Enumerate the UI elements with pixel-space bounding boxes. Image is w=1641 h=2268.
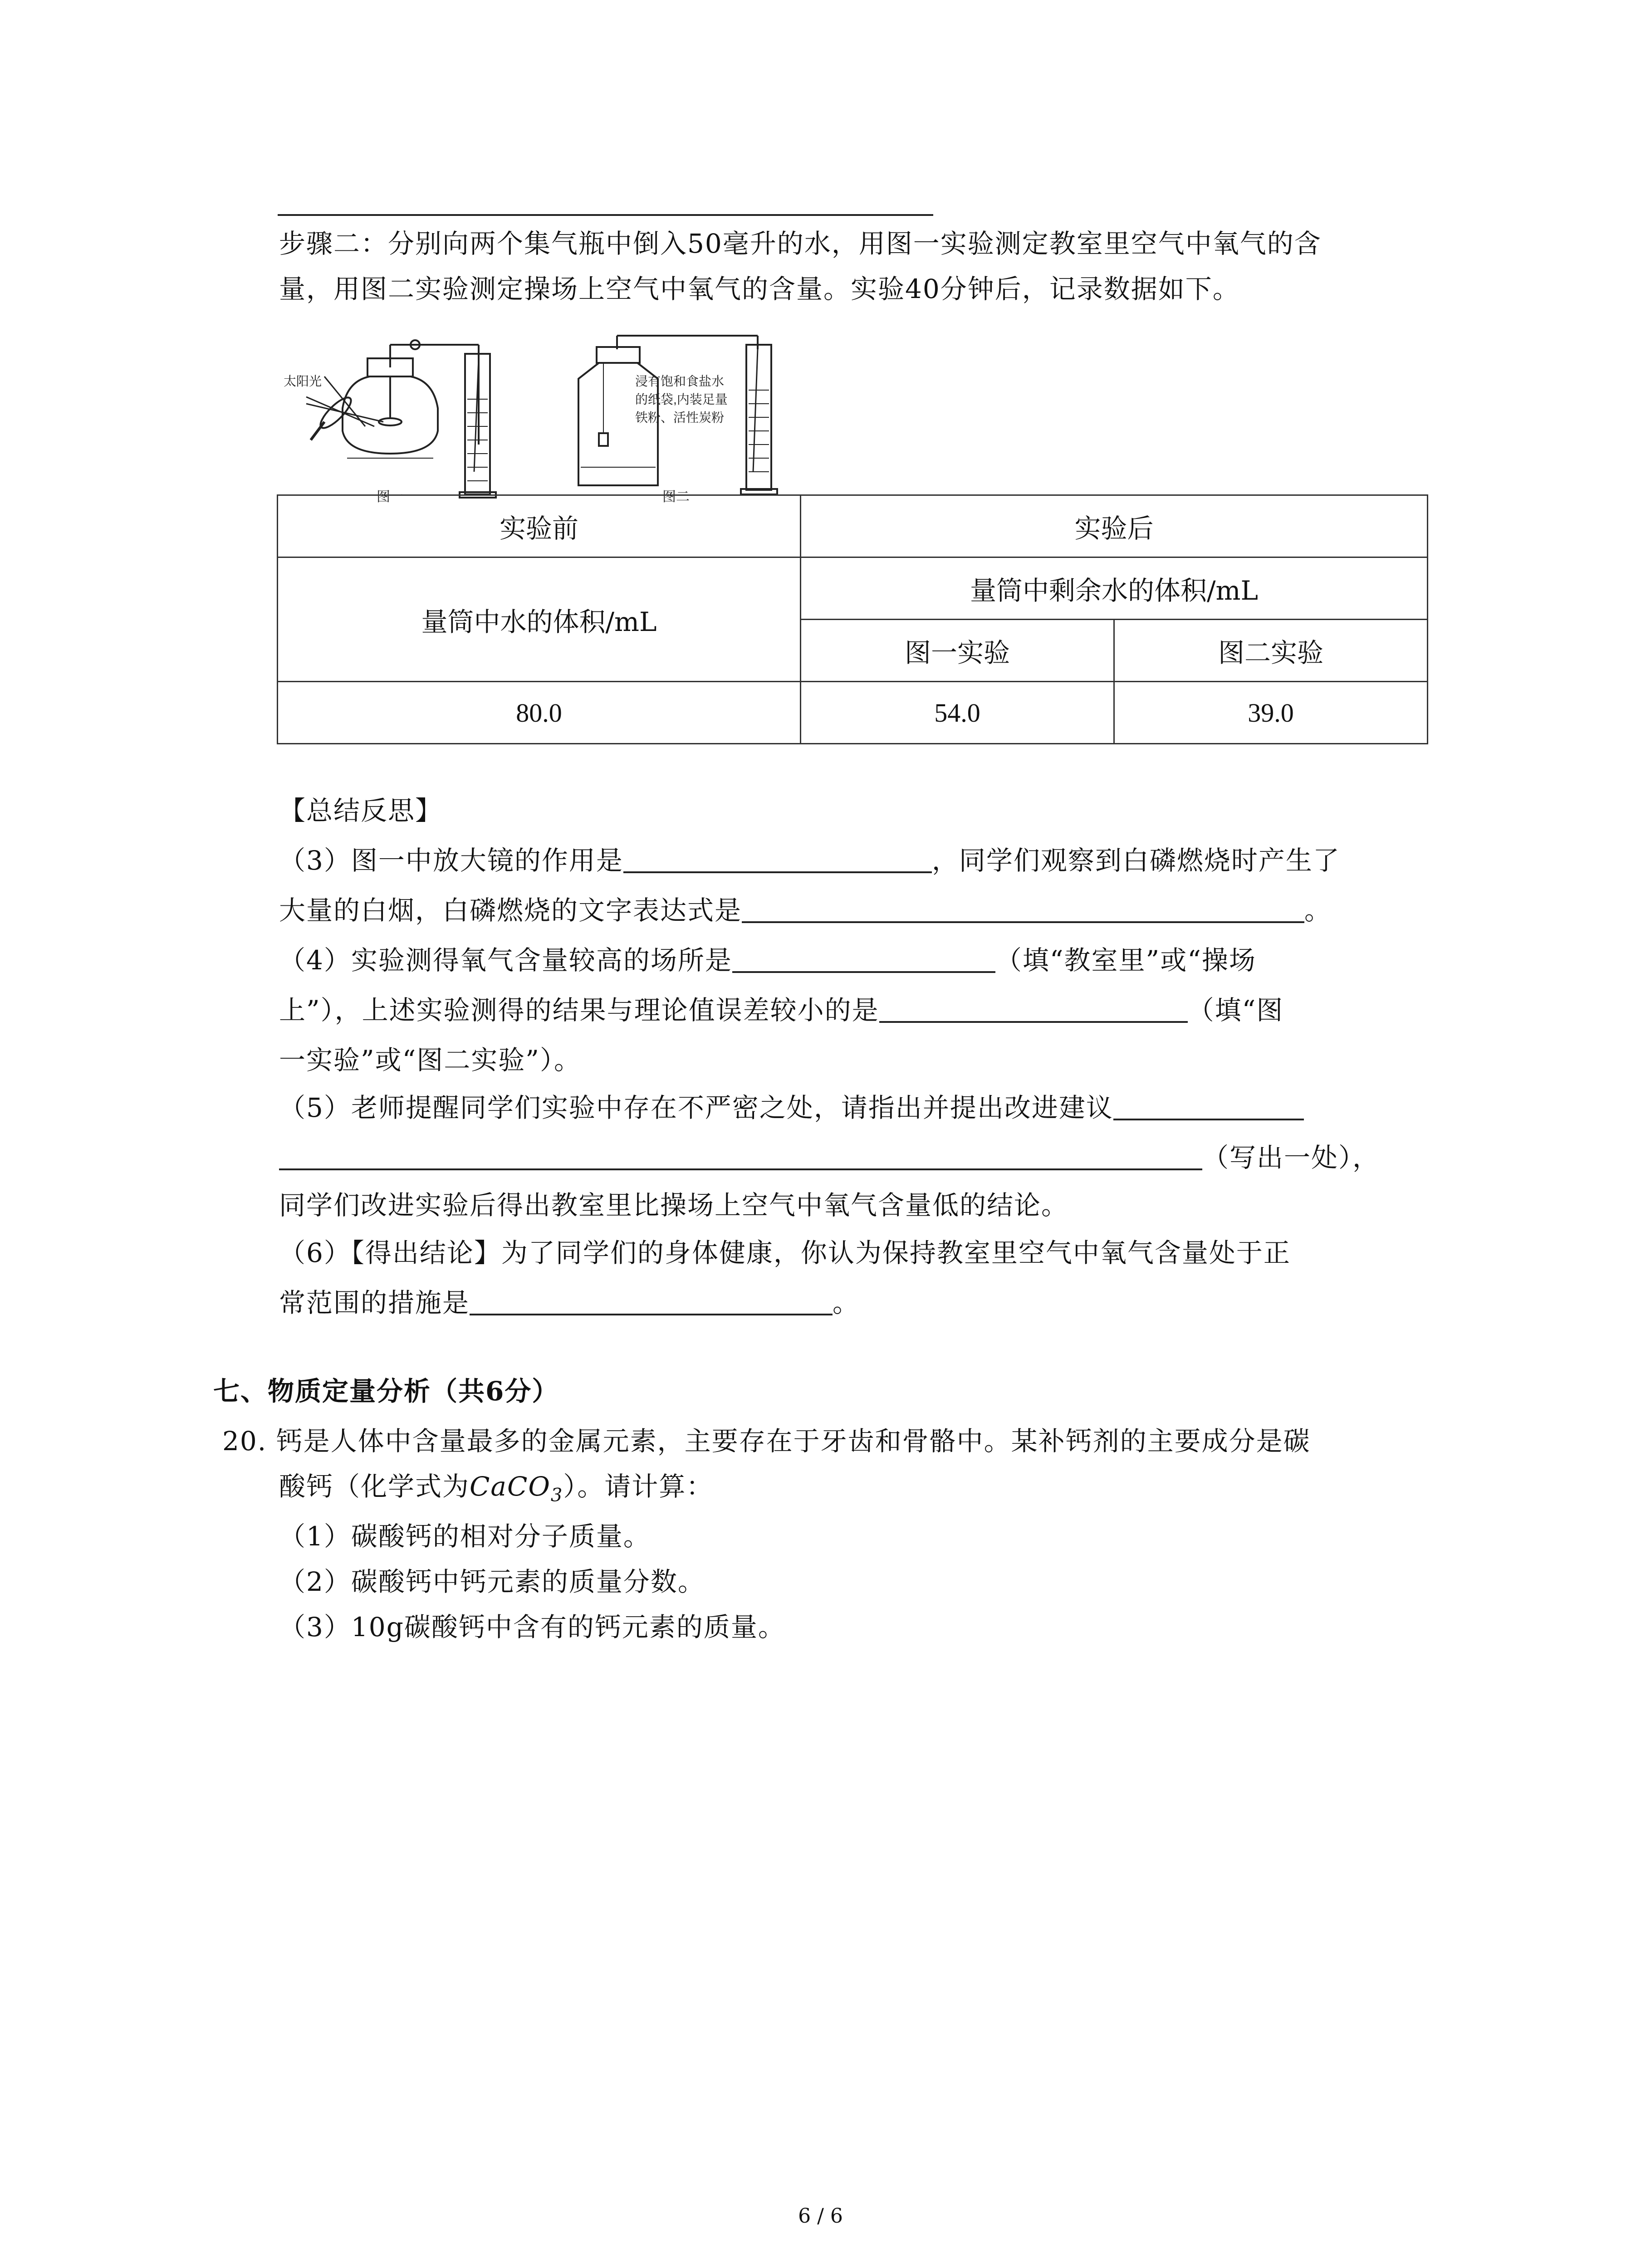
- q20-line2: [279, 1465, 713, 1506]
- experiment-figures: [279, 318, 823, 503]
- bag-label-2: 的纸袋,内装足量: [635, 392, 728, 406]
- step2-line1: 步骤二：分别向两个集气瓶中倒入50毫升的水，用图一实验测定教室里空气中氧气的含: [279, 228, 1322, 259]
- q5-line3: 同学们改进实验后得出教室里比操场上空气中氧气含量低的结论。: [279, 1190, 1069, 1221]
- header-before: 实验前: [278, 495, 801, 557]
- results-table: [277, 494, 1428, 744]
- q4-text-b: （填“教室里”或“操场: [995, 945, 1256, 976]
- header-after: 实验后: [801, 495, 1428, 557]
- q4-text-a: （4）实验测得氧气含量较高的场所是: [279, 945, 732, 976]
- q20-line1: 20. 钙是人体中含量最多的金属元素，主要存在于牙齿和骨骼中。某补钙剂的主要成分是碳: [222, 1426, 1311, 1457]
- q5-line2: [279, 1136, 1380, 1174]
- q20-sub1: （1）碳酸钙的相对分子质量。: [279, 1521, 651, 1552]
- q3-text-d: 。: [1304, 895, 1332, 926]
- q20-sub2: （2）碳酸钙中钙元素的质量分数。: [279, 1566, 705, 1597]
- q5-text-a: （5）老师提醒同学们实验中存在不严密之处，请指出并提出改进建议: [279, 1092, 1113, 1123]
- q20-text-pre: 酸钙（化学式为: [279, 1471, 470, 1502]
- q3-blank-2[interactable]: [742, 895, 1304, 923]
- figure1-caption: 图一: [377, 489, 404, 503]
- q5-blank-2[interactable]: [279, 1142, 1202, 1170]
- header-exp2: 图二实验: [1114, 620, 1428, 682]
- remaining-water-volume: 量筒中剩余水的体积/mL: [801, 557, 1428, 620]
- step2-line2: 量，用图二实验测定操场上空气中氧气的含量。实验40分钟后，记录数据如下。: [279, 274, 1240, 304]
- bag-label-1: 浸有饱和食盐水: [635, 374, 725, 388]
- sun-label: 太阳光: [284, 374, 322, 388]
- value-exp2: 39.0: [1114, 682, 1428, 744]
- q5-text-b: （写出一处），: [1202, 1142, 1380, 1173]
- q6-line2: [279, 1281, 860, 1320]
- q5-blank-1[interactable]: [1113, 1092, 1304, 1120]
- header-exp1: 图一实验: [801, 620, 1114, 682]
- q6-blank[interactable]: [470, 1287, 833, 1315]
- figure2-caption: 图二: [662, 489, 690, 503]
- q4-line1: [279, 939, 1256, 977]
- q4-blank-2[interactable]: [879, 995, 1188, 1023]
- q20-text-post: ）。请计算：: [563, 1471, 714, 1502]
- q4-blank-1[interactable]: [732, 945, 995, 973]
- figure1-apparatus: [306, 340, 496, 498]
- q4-line2: [279, 989, 1283, 1027]
- q6-text-c: 。: [833, 1287, 860, 1318]
- q4-text-d: （填“图: [1187, 995, 1284, 1026]
- q5-line1: [279, 1086, 1304, 1124]
- q20-sub3: （3）10g碳酸钙中含有的钙元素的质量。: [279, 1612, 785, 1642]
- q6-line1: （6）【得出结论】为了同学们的身体健康，你认为保持教室里空气中氧气含量处于正: [279, 1237, 1291, 1268]
- value-before: 80.0: [278, 682, 801, 744]
- chemical-formula: CaCO$_3$: [470, 1471, 563, 1506]
- summary-heading: 【总结反思】: [279, 795, 443, 826]
- q6-text-b: 常范围的措施是: [279, 1287, 470, 1318]
- q3-line1: [279, 839, 1340, 877]
- cylinder-water-volume: 量筒中水的体积/mL: [278, 557, 801, 682]
- q4-text-c: 上”），上述实验测得的结果与理论值误差较小的是: [279, 995, 879, 1026]
- value-exp1: 54.0: [801, 682, 1114, 744]
- bag-label-3: 铁粉、活性炭粉: [635, 411, 725, 425]
- q3-text-c: 大量的白烟，白磷燃烧的文字表达式是: [279, 895, 742, 926]
- section7-title: 七、物质定量分析（共6分）: [213, 1376, 559, 1407]
- q4-line3: 一实验”或“图二实验”）。: [279, 1045, 581, 1075]
- q3-blank-1[interactable]: [623, 845, 932, 873]
- q3-text-a: （3）图一中放大镜的作用是: [279, 845, 623, 876]
- q3-text-b: ，同学们观察到白磷燃烧时产生了: [931, 845, 1340, 876]
- top-answer-line: [278, 214, 933, 216]
- q3-line2: [279, 889, 1332, 927]
- page-number: 6 / 6: [798, 2204, 843, 2228]
